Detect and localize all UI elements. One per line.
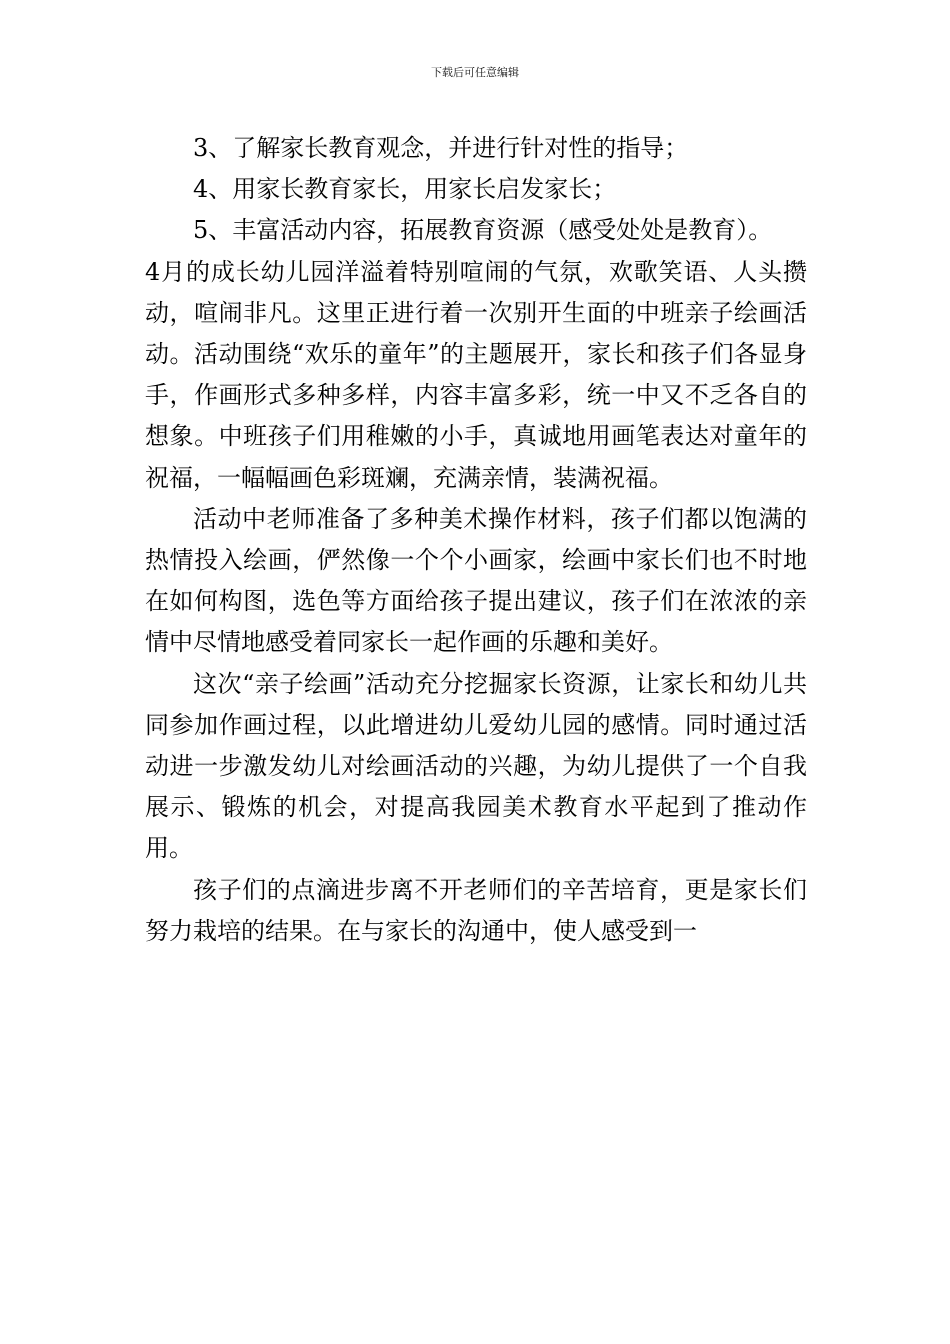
body-paragraph: 这次“亲子绘画”活动充分挖掘家长资源，让家长和幼儿共同参加作画过程，以此增进幼儿爱幼儿园的感情。同时通过活动进一步激发幼儿对绘画活动的兴趣，为幼儿提供了一个自我展示、锻炼的机会，对提高我园美术教育水平起到了推动作用。 (145, 669, 807, 863)
list-item: 5、丰富活动内容，拓展教育资源（感受处处是教育）。 (193, 216, 773, 245)
body-paragraph: 活动中老师准备了多种美术操作材料，孩子们都以饱满的热情投入绘画，俨然像一个个小画家，绘画中家长们也不时地在如何构图，选色等方面给孩子提出建议，孩子们在浓浓的亲情中尽情地感受着同家长一起作画的乐趣和美好。 (145, 504, 807, 657)
page-header-note: 下载后可任意编辑 (431, 66, 519, 79)
list-item: 4、用家长教育家长，用家长启发家长； (193, 175, 617, 204)
body-paragraph: 孩子们的点滴进步离不开老师们的辛苦培育，更是家长们努力栽培的结果。在与家长的沟通中，使人感受到一 (145, 875, 807, 945)
list-item: 3、了解家长教育观念，并进行针对性的指导； (193, 134, 689, 162)
document-body (145, 128, 807, 952)
body-paragraph: 4月的成长幼儿园洋溢着特别喧闹的气氛，欢歌笑语、人头攒动，喧闹非凡。这里正进行着一次别开生面的中班亲子绘画活动。活动围绕“欢乐的童年”的主题展开，家长和孩子们各显身手，作画形式多种多样，内容丰富多彩，统一中又不乏各自的想象。中班孩子们用稚嫩的小手，真诚地用画笔表达对童年的祝福，一幅幅画色彩斑斓，充满亲情，装满祝福。 (145, 257, 807, 492)
